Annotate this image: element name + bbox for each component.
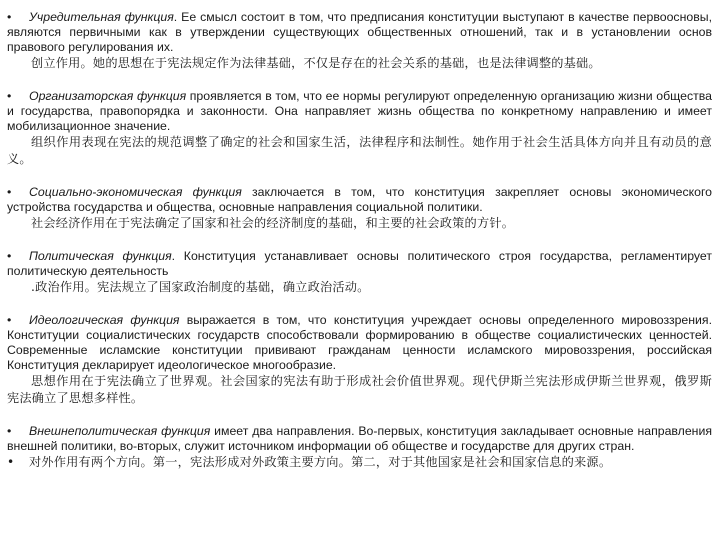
ru-text: . Ее смысл состоит в том, что предписания конституции выступают в качестве первоосновы, являются первичными как в утверждении существующих общественных отношений, так и в установлении основ правового регулирования их.	[7, 10, 712, 54]
function-term: Политическая функция	[29, 249, 172, 263]
function-term: Учредительная функция	[29, 10, 174, 24]
spacer	[7, 72, 712, 89]
section-organizational-function	[7, 89, 712, 168]
zh-paragraph: 创立作用。她的思想在于宪法规定作为法律基础，不仅是存在的社会关系的基础，也是法律调整的基础。	[31, 56, 601, 70]
function-term: Идеологическая функция	[29, 313, 180, 327]
bullet-marker: •	[7, 185, 12, 199]
ru-paragraph	[7, 313, 712, 373]
bullet-marker: •	[7, 313, 12, 327]
bullet-marker: •	[7, 10, 12, 24]
spacer	[7, 232, 712, 249]
section-ideological-function	[7, 313, 712, 407]
ru-paragraph	[7, 249, 712, 279]
ru-text: выражается в том, что конституция учреждает основы определенного мировоззрения. Конституции социалистических государств способствовали формированию в обществе социалистических ценностей. Современные исламские конституции прививают гражданам ценности исламского мировоззрения, российская Конституция декларирует идеологическое многообразие.	[7, 313, 713, 372]
spacer	[7, 296, 712, 313]
ru-text: проявляется в том, что ее нормы регулируют определенную организацию жизни общества и государства, правопорядка и законности. Она направляет жизнь общества по конкретному направлению и имеет мобилизационное значение.	[7, 89, 712, 133]
ru-paragraph	[7, 10, 712, 55]
section-constituent-function	[7, 10, 712, 72]
function-term: Внешнеполитическая функция	[29, 424, 211, 438]
zh-paragraph: 思想作用在于宪法确立了世界观。社会国家的宪法有助于形成社会价值世界观。现代伊斯兰宪法形成伊斯兰世界观，俄罗斯宪法确立了思想多样性。	[7, 374, 712, 405]
ru-text: . Конституция устанавливает основы политического строя государства, регламентирует политическую деятельность	[7, 249, 712, 278]
ru-text: заключается в том, что конституция закрепляет основы экономического устройства государства и общества, основные направления социальной политики.	[7, 185, 713, 214]
zh-paragraph: .政治作用。宪法规立了国家政治制度的基础，确立政治活动。	[31, 280, 370, 294]
section-foreign-policy-function	[7, 424, 712, 471]
bullet-marker: •	[7, 249, 12, 263]
bullet-marker: •	[7, 455, 15, 469]
bullet-marker: •	[7, 89, 12, 103]
ru-paragraph	[7, 424, 712, 454]
zh-paragraph	[7, 454, 712, 471]
zh-text: 对外作用有两个方向。第一，宪法形成对外政策主要方向。第二，对于其他国家是社会和国家信息的来源。	[29, 455, 612, 469]
spacer	[7, 407, 712, 424]
bullet-marker: •	[7, 424, 12, 438]
section-political-function	[7, 249, 712, 296]
ru-paragraph	[7, 89, 712, 134]
zh-paragraph: 组织作用表现在宪法的规范调整了确定的社会和国家生活，法律程序和法制性。她作用于社会生活具体方向并且有动员的意义。	[7, 135, 712, 166]
function-term: Организаторская функция	[29, 89, 187, 103]
ru-text: имеет два направления. Во-первых, конституция закладывает основные направления внешней политики, во-вторых, служит источником информации об обществе и государстве для других стран.	[7, 424, 712, 453]
spacer	[7, 168, 712, 185]
ru-paragraph	[7, 185, 712, 215]
function-term: Социально-экономическая функция	[29, 185, 242, 199]
zh-paragraph: 社会经济作用在于宪法确定了国家和社会的经济制度的基础，和主要的社会政策的方针。	[31, 216, 515, 230]
section-socio-economic-function	[7, 185, 712, 232]
